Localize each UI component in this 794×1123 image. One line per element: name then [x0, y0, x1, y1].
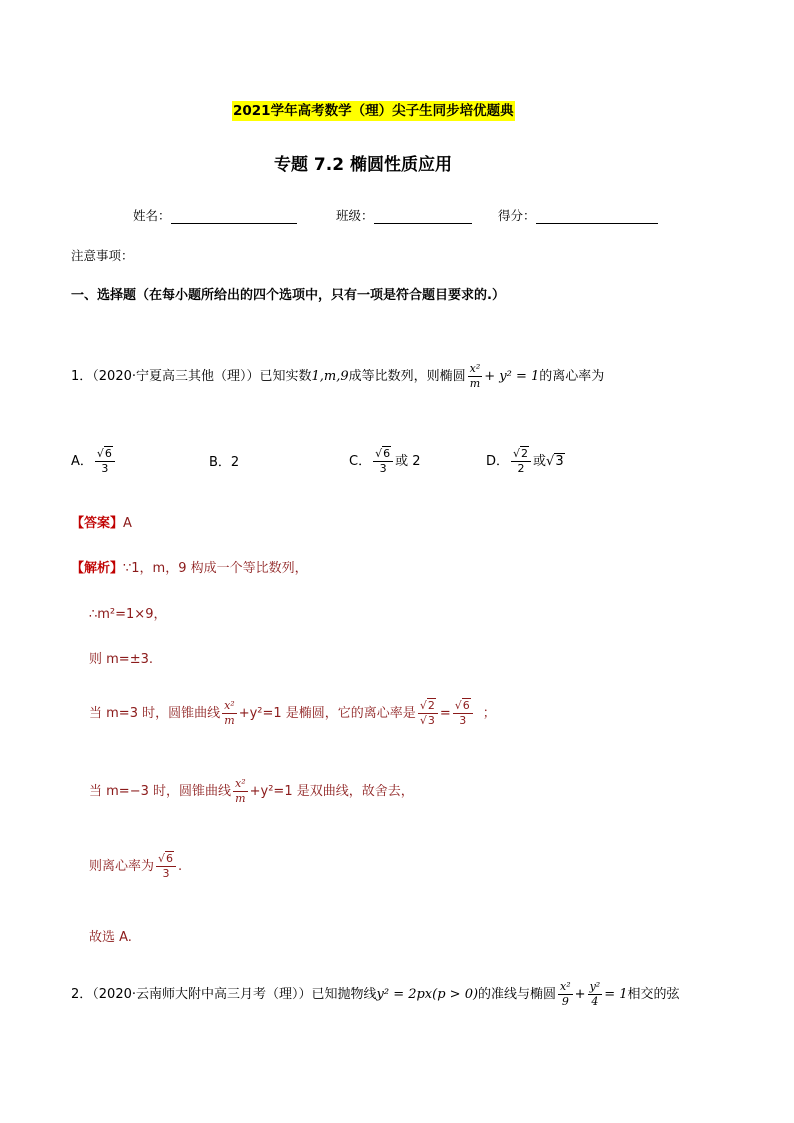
- q2-prefix: 2．（2020·云南师大附中高三月考（理））已知抛物线: [71, 987, 377, 1002]
- q2-frac-1-num: x²: [560, 980, 571, 993]
- score-blank: [536, 209, 658, 224]
- class-field: [336, 206, 472, 224]
- name-label: 姓名：: [133, 208, 171, 223]
- option-c-frac: $\frac{√6}{3}$: [373, 447, 393, 476]
- analysis-6-den: 3: [162, 867, 170, 880]
- class-blank: [374, 209, 472, 224]
- analysis-4-result-frac: $\frac{√6}{3}$: [453, 699, 473, 728]
- analysis-4-semi: ；: [482, 706, 496, 721]
- analysis-line-6: [89, 852, 182, 881]
- answer-line: [71, 512, 132, 531]
- question-2: [71, 980, 680, 1009]
- q2-frac-2-num: y²: [589, 980, 601, 993]
- option-d-root-value: 3: [555, 454, 564, 469]
- analysis-4-d3: 3: [459, 714, 467, 727]
- option-c-num: 6: [383, 447, 391, 460]
- q1-frac-num: x²: [469, 362, 481, 375]
- q2-plus: +: [574, 987, 586, 1002]
- analysis-4b: +y²=1 是椭圆，它的离心率是: [238, 706, 416, 721]
- name-field: [133, 206, 297, 224]
- q2-frac-2: [588, 980, 603, 1009]
- q2-parabola: y² = 2px(p > 0): [376, 987, 479, 1002]
- answer-value: A: [123, 516, 132, 531]
- option-a-num: 6: [104, 447, 112, 460]
- q1-prefix: 1．（2020·宁夏高三其他（理））已知实数: [71, 369, 312, 384]
- option-a-label: A．: [71, 454, 93, 469]
- section-heading: 一、选择题（在每小题所给出的四个选项中，只有一项是符合题目要求的.）: [71, 288, 505, 303]
- analysis-text-1: ∵1，m，9 构成一个等比数列，: [123, 561, 308, 576]
- q2-frac-1: [558, 980, 573, 1009]
- class-label: 班级：: [336, 208, 374, 223]
- q1-seq: 1,m,9: [311, 369, 349, 384]
- q2-eq: = 1: [604, 987, 628, 1002]
- analysis-4-ecc-frac: $\frac{√2}{√3}$: [418, 699, 438, 728]
- analysis-6-frac: $\frac{√6}{3}$: [156, 852, 176, 881]
- option-c-den: 3: [379, 462, 387, 475]
- option-c-label: C．: [349, 454, 372, 469]
- option-b: B．2: [209, 455, 240, 470]
- name-blank: [171, 209, 297, 224]
- option-d-num: 2: [521, 447, 529, 460]
- q2-frac-1-den: 9: [561, 995, 569, 1008]
- option-d-mid: 或: [533, 454, 547, 469]
- analysis-line-4: [89, 699, 496, 728]
- analysis-4-eq: =: [439, 706, 451, 721]
- option-a-frac: $\frac{√6}{3}$: [95, 447, 115, 476]
- analysis-4-frac-num: x²: [224, 699, 235, 712]
- doc-banner: [232, 101, 515, 121]
- option-a-den: 3: [101, 462, 109, 475]
- q1-ellipse-rest: + y² = 1: [484, 369, 540, 384]
- analysis-4a: 当 m=3 时，圆锥曲线: [89, 706, 221, 721]
- analysis-tag: 【解析】: [71, 561, 124, 576]
- doc-title: 专题 7.2 椭圆性质应用: [274, 155, 452, 175]
- q1-suffix: 的离心率为: [539, 369, 605, 384]
- option-d-label: D．: [486, 454, 510, 469]
- option-c-tail: 或 2: [395, 454, 421, 469]
- analysis-line-3: 则 m=±3.: [89, 652, 153, 667]
- score-label: 得分：: [498, 208, 536, 223]
- q2-frac-2-den: 4: [591, 995, 599, 1008]
- q1-frac-den: m: [469, 377, 481, 390]
- analysis-line-7: 故选 A.: [89, 930, 132, 945]
- analysis-5-frac-num: x²: [235, 777, 246, 790]
- option-d-frac: $\frac{√2}{2}$: [511, 447, 531, 476]
- analysis-4-frac-den: m: [224, 714, 235, 727]
- analysis-line-1: [71, 557, 308, 576]
- analysis-5-frac: [233, 777, 248, 806]
- analysis-6-text: 则离心率为: [89, 859, 155, 874]
- analysis-4-frac: [222, 699, 237, 728]
- notice-heading: 注意事项：: [71, 248, 134, 263]
- analysis-4-r3: 3: [427, 714, 435, 727]
- q1-ellipse-frac: [468, 362, 483, 391]
- analysis-5a: 当 m=−3 时，圆锥曲线: [89, 784, 231, 799]
- analysis-5-frac-den: m: [235, 792, 246, 805]
- analysis-4-r6: 6: [462, 699, 470, 712]
- question-1: [71, 362, 604, 391]
- banner-text: 学年高考数学（理）尖子生同步培优题典: [270, 103, 514, 119]
- analysis-line-5: [89, 777, 414, 806]
- option-d-root: √3: [546, 454, 564, 469]
- option-d-den: 2: [517, 462, 525, 475]
- option-c: [349, 447, 421, 476]
- q2-mid: 的准线与椭圆: [478, 987, 557, 1002]
- banner-year: 2021: [233, 103, 271, 119]
- analysis-5b: +y²=1 是双曲线，故舍去，: [249, 784, 414, 799]
- answer-tag: 【答案】: [71, 516, 124, 531]
- score-field: [498, 206, 658, 224]
- analysis-6-num: 6: [166, 852, 174, 865]
- option-a: [71, 447, 117, 476]
- analysis-4-r2: 2: [427, 699, 435, 712]
- q1-mid: 成等比数列，则椭圆: [348, 369, 466, 384]
- analysis-6-period: .: [178, 859, 183, 874]
- analysis-line-2: ∴m²=1×9，: [89, 607, 167, 622]
- option-d: [486, 447, 565, 476]
- q2-suffix: 相交的弦: [627, 987, 680, 1002]
